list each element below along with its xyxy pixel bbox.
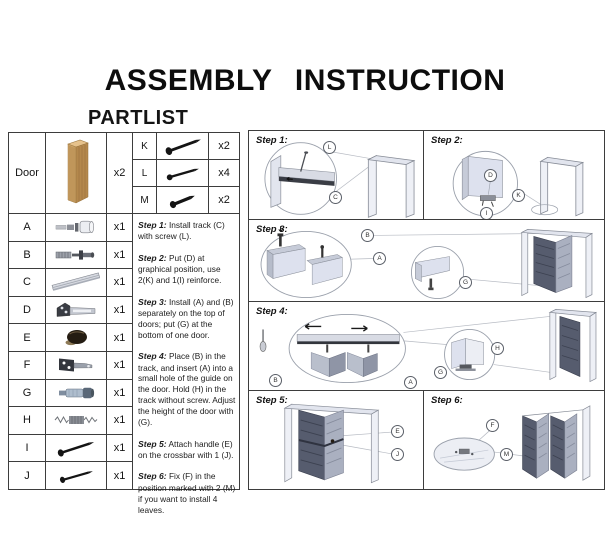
door-row [9, 133, 239, 214]
part-rows [9, 214, 132, 489]
part-qty: x1 [113, 469, 126, 482]
instruction-step-4 [138, 351, 236, 428]
step-name: Step 4: [138, 351, 167, 362]
screw-label: K [133, 133, 157, 159]
part-qty: x1 [113, 276, 126, 289]
top-roller-icon [46, 214, 107, 241]
part-qty: x1 [113, 331, 126, 344]
instruction-step-5 [138, 439, 236, 461]
part-label: D [9, 297, 46, 324]
screw-row-l [133, 160, 239, 187]
part-row-b [9, 242, 132, 270]
callout-h: H [491, 342, 504, 355]
step-text: Attach handle (E) on the crossbar with 1 (J). [138, 438, 234, 460]
callout-i: I [480, 207, 493, 220]
step4-diagram [249, 302, 604, 390]
screw-row-m [133, 187, 239, 213]
part-label: F [9, 352, 46, 379]
magnifier-circle [289, 314, 405, 382]
callout-b: B [269, 374, 282, 387]
part-row-d [9, 297, 132, 325]
part-row-e [9, 324, 132, 352]
step-name: Step 1: [138, 220, 167, 230]
step-name: Step 2: [138, 252, 167, 263]
callout-e: E [391, 425, 404, 438]
part-qty: x1 [113, 442, 126, 455]
step3-label: Step 3: [256, 224, 288, 235]
bottom-pivot-pin-icon [46, 380, 107, 407]
part-qty: x1 [113, 304, 126, 317]
part-row-i [9, 435, 132, 463]
part-label: B [9, 242, 46, 269]
part-label: H [9, 407, 46, 434]
callout-l: L [323, 141, 336, 154]
door-label: Door [9, 133, 46, 213]
callout-b: B [361, 229, 374, 242]
screw-icon [157, 133, 209, 159]
callout-g: G [434, 366, 447, 379]
part-row-c [9, 269, 132, 297]
part-label: I [9, 435, 46, 462]
panel-step1 [249, 131, 424, 220]
callout-a: A [373, 252, 386, 265]
spring-catch-icon [46, 407, 107, 434]
screw-icon [157, 160, 209, 186]
door-frame [541, 157, 583, 215]
panel-step6 [424, 391, 604, 489]
callout-d: D [484, 169, 497, 182]
screw-qty: x2 [218, 194, 230, 206]
diagram-panels-grid [248, 130, 605, 490]
four-leaf-doors [523, 406, 590, 480]
part-row-h [9, 407, 132, 435]
panel-step5 [249, 391, 424, 489]
door-image-cell [46, 133, 107, 213]
step4-label: Step 4: [256, 306, 288, 317]
knob-handle-icon [46, 324, 107, 351]
step-text: Install (A) and (B) separately on the top of doors; put (G) at the bottom of one door. [138, 296, 234, 340]
part-label: A [9, 214, 46, 241]
instruction-step-6 [138, 471, 236, 515]
step-text: Fix (F) in the position marked with 2 (M) if you want to install 4 leaves. [138, 471, 236, 515]
track-rail-icon [46, 269, 107, 296]
partlist-table [8, 132, 240, 515]
step-name: Step 6: [138, 471, 167, 482]
step-text: Install track (C) with screw (L). [138, 220, 225, 242]
step-text: Put (D) at graphical position, use 2(K) and 1(I) reinforce. [138, 252, 222, 286]
instruction-step-2 [138, 253, 236, 286]
part-qty: x1 [113, 414, 126, 427]
step-name: Step 3: [138, 296, 167, 307]
screw-icon [46, 435, 107, 462]
door-frame [550, 309, 596, 381]
step6-label: Step 6: [431, 395, 463, 406]
part-qty: x1 [113, 359, 126, 372]
step1-label: Step 1: [256, 135, 288, 146]
callout-g: G [459, 276, 472, 289]
part-label: J [9, 462, 46, 489]
screw-icon [157, 187, 209, 213]
page-title: ASSEMBLY INSTRUCTION [104, 64, 506, 97]
screw-qty: x4 [218, 167, 230, 179]
step-name: Step 5: [138, 438, 167, 449]
part-qty: x1 [113, 386, 126, 399]
partlist-heading: PARTLIST [88, 107, 189, 129]
instruction-step-3 [138, 297, 236, 341]
callout-k: K [512, 189, 525, 202]
door-qty: x2 [113, 167, 126, 179]
door-frame [368, 156, 414, 218]
screw-row-k [133, 133, 239, 160]
wooden-door-panel-icon [55, 137, 97, 209]
screw-icon [46, 462, 107, 489]
step-text: Place (B) in the track, and insert (A) into a small hole of the guide on the door. Hold (H) in the track without screw. Adjust the height of the door with (G). [138, 351, 236, 428]
instruction-step-1 [138, 220, 236, 242]
panel-step4 [249, 302, 604, 391]
panel-step3 [249, 220, 604, 302]
part-label: G [9, 380, 46, 407]
part-label: C [9, 269, 46, 296]
callout-m: M [500, 448, 513, 461]
step3-diagram [249, 220, 604, 301]
step2-label: Step 2: [431, 135, 463, 146]
part-h-pin [260, 329, 266, 351]
part-label: E [9, 324, 46, 351]
folding-doors [522, 229, 592, 297]
part-row-f [9, 352, 132, 380]
callout-f: F [486, 419, 499, 432]
latch-bracket-icon [46, 352, 107, 379]
part-row-a [9, 214, 132, 242]
bottom-bracket-icon [46, 297, 107, 324]
screw-qty: x2 [218, 140, 230, 152]
screw-label: L [133, 160, 157, 186]
part-qty: x1 [113, 221, 126, 234]
callout-a: A [404, 376, 417, 389]
callout-c: C [329, 191, 342, 204]
part-qty: x1 [113, 248, 126, 261]
screw-label: M [133, 187, 157, 213]
top-pivot-icon [46, 242, 107, 269]
folding-door-leaves [299, 410, 344, 480]
part-row-g [9, 380, 132, 408]
callout-j: J [391, 448, 404, 461]
screw-subtable [132, 133, 239, 213]
part-row-j [9, 462, 132, 489]
step5-label: Step 5: [256, 395, 288, 406]
panel-step2 [424, 131, 604, 220]
instructions-column [132, 214, 239, 515]
